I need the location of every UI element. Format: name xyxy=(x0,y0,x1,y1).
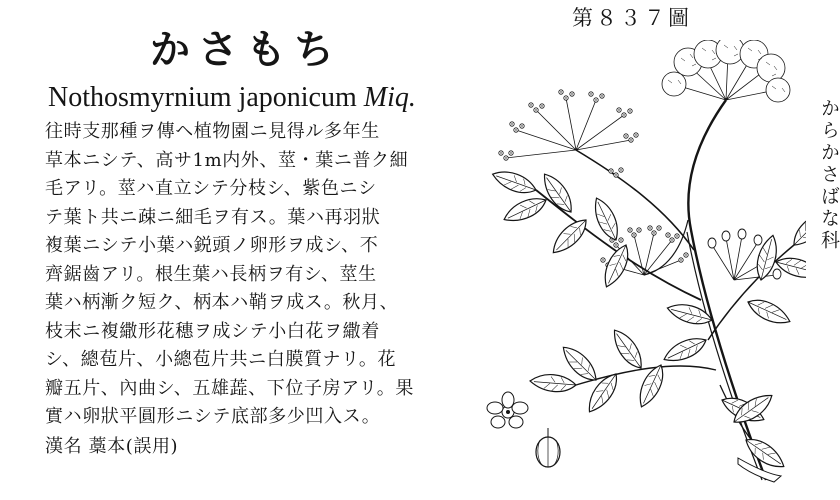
flower-detail xyxy=(487,392,528,428)
description-line: テ葉ト共ニ疎ニ細毛ヲ有ス。葉ハ再羽狀 xyxy=(45,206,381,228)
flower-umbel-large-right xyxy=(662,40,790,102)
figure-number: 第８３７圖 xyxy=(572,6,692,30)
plant-description xyxy=(45,118,490,461)
plant-family-label: からかさばな科 xyxy=(818,98,840,252)
japanese-plant-name: かさもち xyxy=(150,27,342,73)
chinese-name: 漢名 藁本(誤用) xyxy=(45,435,179,457)
scientific-name-heading xyxy=(48,84,468,112)
flower-umbel-top-left xyxy=(499,90,638,177)
description-line: 毛アリ。莖ハ直立シテ分枝シ、紫色ニシ xyxy=(45,178,377,199)
description-line: 草本ニシテ、高サ1m内外、莖・葉ニ普ク細 xyxy=(45,149,409,171)
description-line: 枝末ニ複繖形花穗ヲ成シテ小白花ヲ繖着 xyxy=(45,320,380,342)
description-line: 瓣五片、內曲シ、五雄蕋、下位子房アリ。果 xyxy=(45,377,414,399)
botanical-illustration xyxy=(476,40,806,485)
scientific-name: Nothosmyrnium japonicum xyxy=(48,82,357,113)
description-line: 齊鋸齒アリ。根生葉ハ長柄ヲ有シ、莖生 xyxy=(45,263,377,285)
description-line: 實ハ卵狀平圓形ニシテ底部多少凹入ス。 xyxy=(45,406,381,427)
description-line: シ、總苞片、小總苞片共ニ白膜質ナリ。花 xyxy=(45,349,397,370)
description-line: 複葉ニシテ小葉ハ鋭頭ノ卵形ヲ成シ、不 xyxy=(45,235,379,256)
author-abbreviation: Miq. xyxy=(363,82,416,113)
plant-stems xyxy=(536,100,794,482)
description-line: 葉ハ柄漸ク短ク、柄本ハ鞘ヲ成ス。秋月、 xyxy=(45,292,399,313)
description-line: 往時支那種ヲ傳ヘ植物園ニ見得ル多年生 xyxy=(45,121,380,142)
fruit-detail xyxy=(536,428,560,467)
plant-leaves xyxy=(490,165,806,475)
